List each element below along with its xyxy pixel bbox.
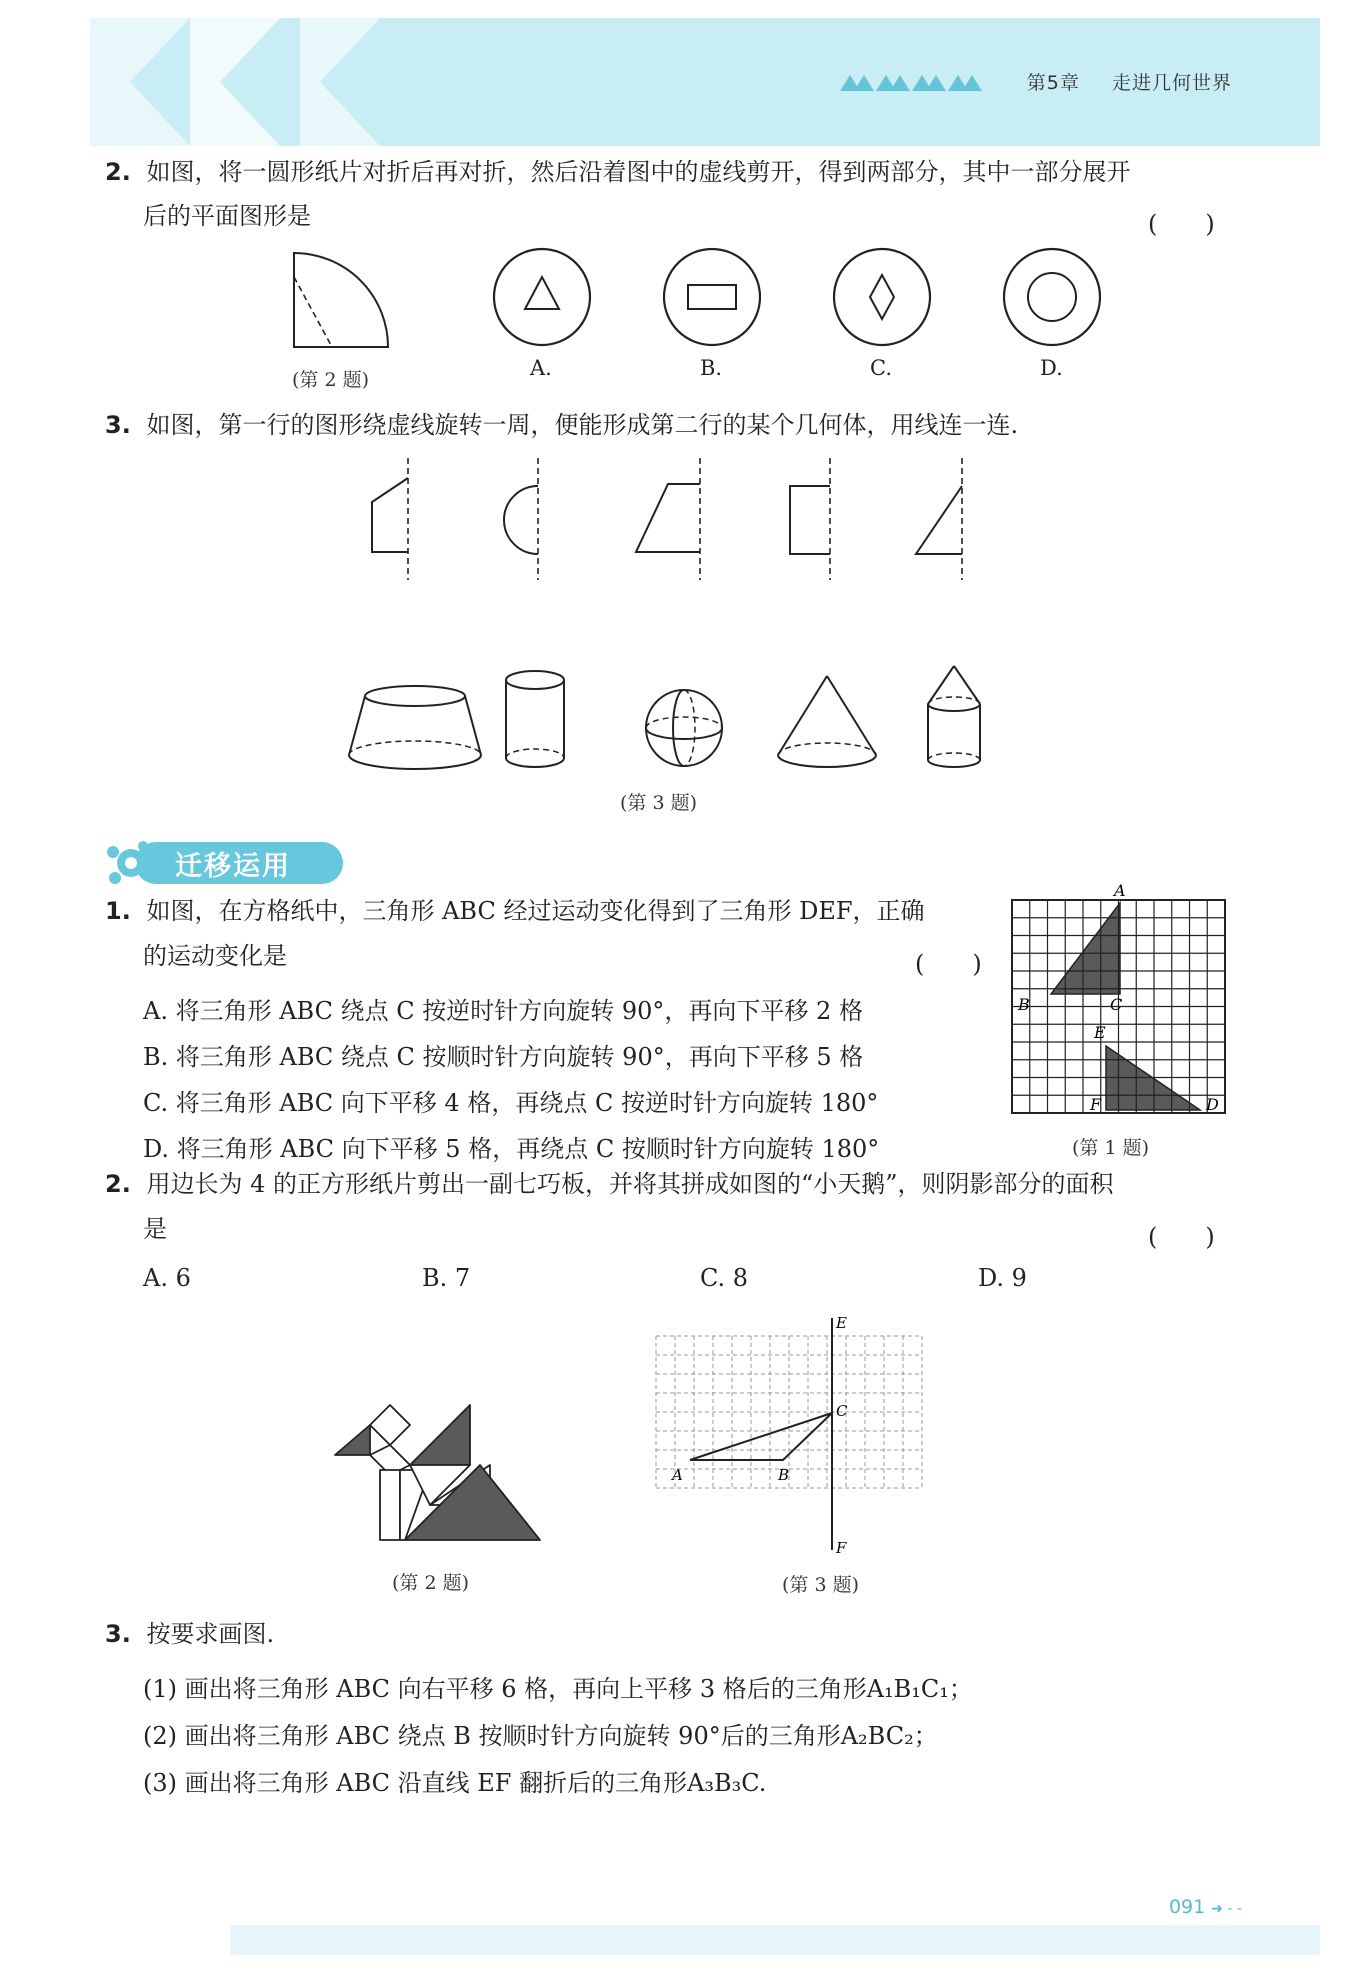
option-label-a: A. xyxy=(530,356,552,380)
footer-band xyxy=(0,1915,1320,1965)
question-number: 3. xyxy=(105,1620,131,1648)
option-label-c: C. xyxy=(870,356,892,380)
transfer-question-1-line2: 的运动变化是 xyxy=(143,942,287,970)
question-number: 3. xyxy=(105,411,131,439)
draw-task-1: (1) 画出将三角形 ABC 向右平移 6 格，再向上平移 3 格后的三角形A₁B₁C₁； xyxy=(143,1675,973,1703)
option-d: D. 将三角形 ABC 向下平移 5 格，再绕点 C 按顺时针方向旋转 180° xyxy=(143,1135,880,1163)
question-2-line1 xyxy=(105,160,1130,184)
option-d: D. 9 xyxy=(978,1264,1027,1292)
transfer-question-2-line2: 是 xyxy=(143,1215,167,1243)
answer-paren: ( ) xyxy=(915,950,982,978)
option-c: C. 将三角形 ABC 向下平移 4 格，再绕点 C 按逆时针方向旋转 180° xyxy=(143,1089,879,1117)
question-number: 2. xyxy=(105,158,131,186)
option-c: C. 8 xyxy=(700,1264,749,1292)
question-text: 如图，第一行的图形绕虚线旋转一周，便能形成第二行的某个几何体，用线连一连. xyxy=(146,411,1019,439)
question-text: 如图，在方格纸中，三角形 ABC 经过运动变化得到了三角形 DEF，正确 xyxy=(146,897,925,925)
figure-caption: (第 1 题) xyxy=(1072,1137,1149,1159)
section-title: 迁移运用 xyxy=(175,851,291,882)
option-b: B. 7 xyxy=(422,1264,471,1292)
question-number: 1. xyxy=(105,897,131,925)
figure-grid-reflection xyxy=(650,1308,1005,1558)
question-text: 按要求画图. xyxy=(146,1620,275,1648)
chapter-number: 第5章 xyxy=(1026,72,1080,94)
figure-grid-abc-def xyxy=(1010,882,1250,1122)
header-mountain-icon xyxy=(840,73,990,93)
question-2-line2: 后的平面图形是 xyxy=(143,202,311,230)
point-label-e: E xyxy=(1094,1023,1106,1042)
draw-task-3: (3) 画出将三角形 ABC 沿直线 EF 翻折后的三角形A₃B₃C. xyxy=(143,1769,767,1797)
point-label-c: C xyxy=(836,1402,848,1420)
point-label-c: C xyxy=(1110,995,1123,1014)
point-label-a: A xyxy=(672,1466,683,1484)
transfer-question-3 xyxy=(105,1622,274,1646)
figure-caption: (第 3 题) xyxy=(620,792,697,814)
section-banner xyxy=(105,836,350,890)
point-label-e: E xyxy=(836,1314,847,1332)
point-label-f: F xyxy=(1090,1095,1102,1114)
option-a: A. 将三角形 ABC 绕点 C 按逆时针方向旋转 90°，再向下平移 2 格 xyxy=(143,997,863,1025)
figure-caption: (第 2 题) xyxy=(292,369,369,391)
point-label-a: A xyxy=(1114,882,1126,900)
transfer-question-1-line1 xyxy=(105,899,925,923)
question-text: 用边长为 4 的正方形纸片剪出一副七巧板，并将其拼成如图的“小天鹅”，则阴影部分的面积 xyxy=(146,1170,1114,1198)
figure-tangram-swan xyxy=(330,1395,550,1555)
header-chapter xyxy=(1027,68,1232,95)
option-label-b: B. xyxy=(700,356,723,380)
question-number: 2. xyxy=(105,1170,131,1198)
option-b: B. 将三角形 ABC 绕点 C 按顺时针方向旋转 90°，再向下平移 5 格 xyxy=(143,1043,864,1071)
figure-caption: (第 3 题) xyxy=(782,1574,859,1596)
answer-paren: ( ) xyxy=(1148,210,1215,238)
question-text: 如图，将一圆形纸片对折后再对折，然后沿着图中的虚线剪开，得到两部分，其中一部分展开 xyxy=(146,158,1131,186)
chapter-title: 走进几何世界 xyxy=(1111,72,1232,94)
point-label-b: B xyxy=(1018,995,1030,1014)
option-label-d: D. xyxy=(1040,356,1063,380)
transfer-question-2-line1 xyxy=(105,1172,1114,1196)
question-3 xyxy=(105,413,1018,437)
point-label-f: F xyxy=(836,1539,847,1557)
page-number-text: 091 xyxy=(1168,1896,1206,1918)
page-number: 091 ➜ - - xyxy=(1168,1896,1242,1918)
question-3-figures xyxy=(340,450,1000,780)
figure-caption: (第 2 题) xyxy=(392,1572,469,1594)
draw-task-2: (2) 画出将三角形 ABC 绕点 B 按顺时针方向旋转 90°后的三角形A₂BC₂； xyxy=(143,1722,938,1750)
point-label-b: B xyxy=(778,1466,790,1484)
option-a: A. 6 xyxy=(143,1264,191,1292)
page-header xyxy=(0,0,1320,148)
answer-paren: ( ) xyxy=(1148,1223,1215,1251)
point-label-d: D xyxy=(1206,1095,1219,1114)
